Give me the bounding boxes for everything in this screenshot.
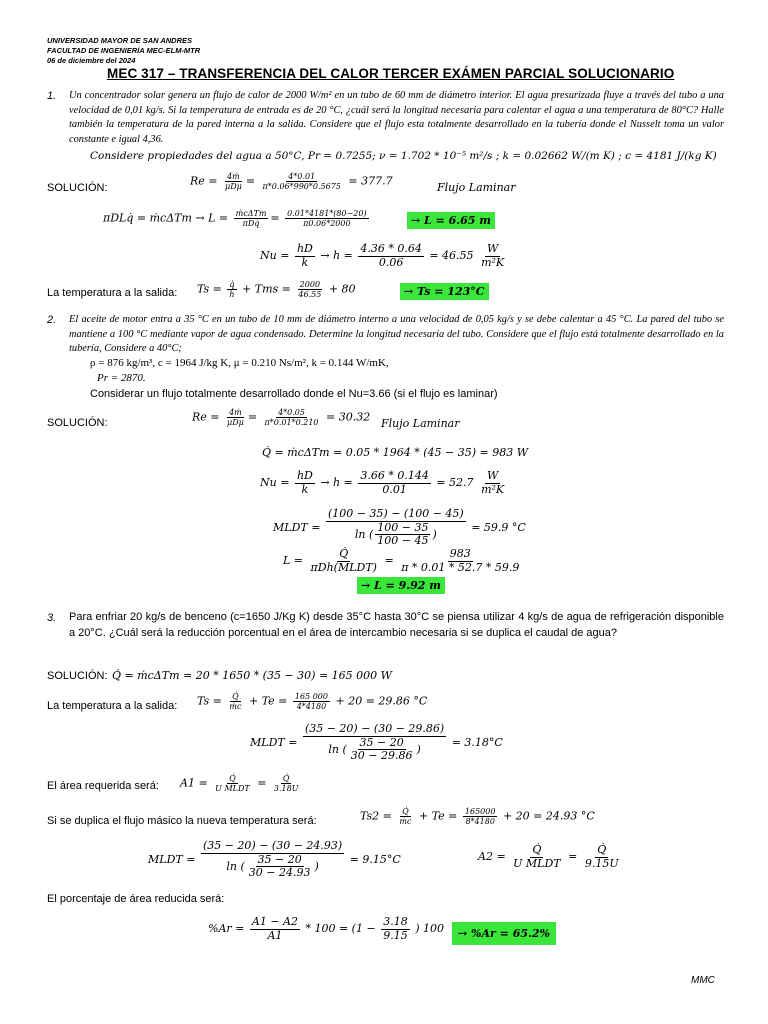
problem-2-statement: El aceite de motor entra a 35 °C en un tubo de 10 mm de diámetro interno a una velocidad de 0,05 kg/s y se debe calentar a 45 °C. La pared del tubo se mantiene a 100 °C mediante vapor de agua condensado. Determine la longitud necesaria del tubo. Considere que el flujo está totalmente desarrollado en la tubería, Considere a 40°C; [69, 314, 724, 354]
p1-length-result: → L = 6.65 m [407, 212, 495, 229]
p2-length-eq: L = $\frac{Q̇}{\text{πDh(MLDT)}}$ = $\frac{983}{\pi * 0.01 * 52.7 * 59.9}$ [283, 547, 520, 574]
faculty-name: FACULTAD DE INGENIERÍA MEC-ELM-MTR [47, 46, 201, 55]
author-initials: MMC [691, 975, 715, 986]
solution-2-label: SOLUCIÓN: [47, 417, 108, 429]
problem-2-note: Considerar un flujo totalmente desarrollado donde el Nu=3.66 (si el flujo es laminar) [90, 388, 498, 400]
p3-doubled-temp-eq: Ts2 = $\frac{Q̇}{\text{ṁc}}$ + Te = $\frac{165000}{8*4180}$ + 20 = 24.93 °C [360, 807, 595, 827]
problem-2-properties: ρ = 876 kg/m³, c = 1964 J/kg K, μ = 0.210 Ns/m², k = 0.144 W/mK, [90, 357, 389, 369]
p3-mldt2-eq: MLDT = (35 − 20) − (30 − 24.93) ln ( $\frac{35 - 20}{30 - 24.93}$ ) = 9.15°C [148, 839, 401, 880]
p1-length-eq: πDLq̇ = ṁcΔTm → L = $\frac{\text{ṁcΔTm}}{\text{πDq̇}}$ = $\frac{0.01*4181*(80-20)}{\pi 0.06*2000}$ [103, 209, 367, 229]
p2-flow-regime: Flujo Laminar [381, 417, 460, 430]
p3-outlet-temp-label: La temperatura a la salida: [47, 700, 178, 712]
problem-1-statement: Un concentrador solar genera un flujo de calor de 2000 W/m² en un tubo de 60 mm de diámetro interior. El agua presurizada fluye a través del tubo a una velocidad de 0,01 kg/s. Si la temperatura de entrada es de 20 °C, ¿cuál será la longitud necesaria para calentar el agua a una temperatura de 80°C? Halle también la temperatura de la pared interna a la salida. Considere que el flujo esta totalmente desarrollado en la tubería donde el Nusselt toma un valor constante e igual 4,36. [69, 90, 724, 145]
p1-outlet-temp-eq: Ts = $\frac{q̇}{h}$ + Tms = $\frac{2000}{46.55}$ + 80 [197, 280, 356, 300]
solution-1-label: SOLUCIÓN: [47, 182, 108, 194]
p2-reynolds-eq: Re = $\frac{\text{4ṁ}}{\text{μDμ}}$ = $\frac{4*0.05}{\pi*0.01*0.210}$ = 30.32 [192, 408, 371, 428]
p2-heat-rate-eq: Q̇ = ṁcΔTm = 0.05 * 1964 * (45 − 35) = 983 W [262, 446, 529, 459]
p3-percent-label: El porcentaje de área reducida será: [47, 893, 225, 905]
problem-1-properties: Considere propiedades del agua a 50°C, Pr = 0.7255; ν = 1.702 * 10⁻⁵ m²/s ; k = 0.02662 W/(m K) ; c = 4181 J/(kg K) [90, 150, 717, 162]
p2-nusselt-eq: Nu = $\frac{hD}{k}$ → h = $\frac{3.66 * 0.144}{0.01}$ = 52.7 $\frac{W}{\text{m²K}}$ [260, 469, 505, 496]
p3-outlet-temp-eq: Ts = $\frac{Q̇}{\text{ṁc}}$ + Te = $\frac{165 000}{4*4180}$ + 20 = 29.86 °C [197, 692, 428, 712]
p1-outlet-temp-label: La temperatura a la salida: [47, 287, 178, 299]
p3-area1-eq: A1 = $\frac{Q̇}{\text{U MLDT}}$ = $\frac{Q̇}{3.18U}$ [180, 774, 299, 794]
problem-2-prandtl: Pr = 2870. [97, 372, 146, 384]
problem-1-number: 1. [47, 90, 57, 102]
p3-percent-result: → %Ar = 65.2% [452, 922, 556, 945]
p3-area1-label: El área requerida será: [47, 780, 159, 792]
p3-mldt-eq: MLDT = (35 − 20) − (30 − 29.86) ln ( $\frac{35 - 20}{30 - 29.86}$ ) = 3.18°C [250, 722, 503, 763]
p1-flow-regime: Flujo Laminar [437, 181, 516, 194]
p1-nusselt-eq: Nu = $\frac{hD}{k}$ → h = $\frac{4.36 * 0.64}{0.06}$ = 46.55 $\frac{W}{\text{m²K}}$ [260, 242, 505, 269]
p2-mldt-eq: MLDT = (100 − 35) − (100 − 45) ln ( $\frac{100 - 35}{100 - 45}$ ) = 59.9 °C [273, 507, 526, 548]
p1-outlet-temp-result: → Ts = 123°C [400, 283, 489, 300]
p3-solution-line: SOLUCIÓN: Q̇ = ṁcΔTm = 20 * 1650 * (35 − 30) = 165 000 W [47, 669, 392, 682]
page-title: MEC 317 – TRANSFERENCIA DEL CALOR TERCER EXÁMEN PARCIAL SOLUCIONARIO [107, 66, 675, 81]
p3-percent-eq: %Ar = $\frac{A1 - A2}{A1}$ * 100 = (1 − $\frac{3.18}{9.15}$ ) 100 [208, 915, 444, 942]
p2-length-result: → L = 9.92 m [357, 577, 445, 594]
p1-reynolds-eq: Re = $\frac{\text{4ṁ}}{\text{μDμ}}$ = $\frac{4*0.01}{\pi*0.06*990*0.5675}$ = 377.7 [190, 172, 393, 192]
problem-3-number: 3. [47, 612, 57, 624]
p3-area2-eq: A2 = $\frac{Q̇}{\text{U MLDT}}$ = $\frac{Q̇}{9.15U}$ [478, 843, 619, 870]
exam-date: 06 de diciembre del 2024 [47, 56, 136, 65]
p3-doubled-flow-label: Si se duplica el flujo másico la nueva temperatura será: [47, 815, 317, 827]
problem-2-number: 2. [47, 314, 57, 326]
university-name: UNIVERSIDAD MAYOR DE SAN ANDRES [47, 36, 193, 45]
problem-3-statement: Para enfriar 20 kg/s de benceno (c=1650 J/Kg K) desde 35°C hasta 30°C se piensa utilizar 4 kg/s de agua de refrigeración disponible a 20°C. ¿Cuál será la reducción porcentual en el área de intercambio necesaria si se duplica el caudal de agua? [69, 611, 724, 639]
